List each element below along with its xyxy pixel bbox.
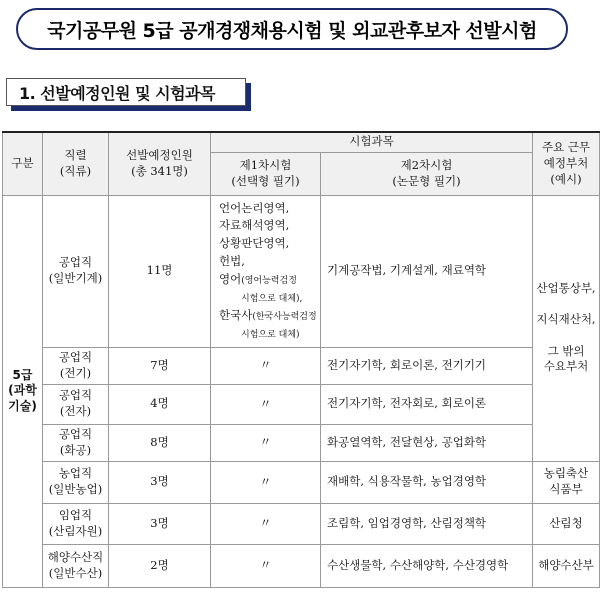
ditto-cell: 〃: [211, 347, 321, 384]
table-row: [3, 461, 600, 503]
quota-cell: 3명: [109, 461, 211, 503]
dept-cell: 농림축산 식품부: [533, 461, 600, 503]
document-title: [16, 8, 568, 50]
dept-cell: 산림청: [533, 503, 600, 544]
job-cell: 공업직 (일반기계): [43, 195, 109, 347]
second-exam-subjects: 조림학, 임업경영학, 산림정책학: [321, 503, 533, 544]
header-quota: 선발예정인원 (총 341명): [109, 132, 211, 195]
section-heading: [6, 78, 246, 106]
dept-cell: 산업통상부, 지식재산처, 그 밖의 수요부처: [533, 195, 600, 461]
section-heading-text: 1. 선발예정인원 및 시험과목: [19, 83, 215, 103]
dept-cell: 해양수산부: [533, 544, 600, 587]
second-exam-subjects: 전기자기학, 회로이론, 전기기기: [321, 347, 533, 384]
ditto-cell: 〃: [211, 503, 321, 544]
header-jikryeol: 직렬 (직류): [43, 132, 109, 195]
ditto-cell: 〃: [211, 544, 321, 587]
job-cell: 해양수산직 (일반수산): [43, 544, 109, 587]
table-row: [3, 195, 600, 347]
header-gubun: 구분: [3, 132, 43, 195]
second-exam-subjects: 재배학, 식용작물학, 농업경영학: [321, 461, 533, 503]
quota-cell: 4명: [109, 384, 211, 424]
table-row: [3, 347, 600, 384]
job-cell: 공업직 (화공): [43, 424, 109, 461]
table-row: [3, 544, 600, 587]
second-exam-subjects: 전기자기학, 전자회로, 회로이론: [321, 384, 533, 424]
document-title-text: 국기공무원 5급 공개경쟁채용시험 및 외교관후보자 선발시험: [47, 19, 537, 42]
second-exam-subjects: 수산생물학, 수산해양학, 수산경영학: [321, 544, 533, 587]
header-dept: 주요 근무 예정부처 (예시): [533, 132, 600, 195]
grade-cell: 5급 (과학 기술): [3, 195, 43, 587]
job-cell: 임업직 (산림자원): [43, 503, 109, 544]
header-second-exam: 제2차시험 (논문형 필기): [321, 152, 533, 195]
second-exam-subjects: 화공열역학, 전달현상, 공업화학: [321, 424, 533, 461]
job-cell: 농업직 (일반농업): [43, 461, 109, 503]
quota-cell: 11명: [109, 195, 211, 347]
header-subjects: 시험과목: [211, 132, 533, 152]
second-exam-subjects: 기계공작법, 기계설계, 재료역학: [321, 195, 533, 347]
first-exam-subjects: 언어논리영역, 자료해석영역, 상황판단영역, 헌법, 영어(영어능력검정 시험으로 대체), 한국사(한국사능력검정 시험으로 대체): [211, 195, 321, 347]
quota-cell: 2명: [109, 544, 211, 587]
quota-cell: 7명: [109, 347, 211, 384]
ditto-cell: 〃: [211, 424, 321, 461]
table-row: [3, 503, 600, 544]
table-row: [3, 424, 600, 461]
quota-cell: 8명: [109, 424, 211, 461]
exam-table: [2, 131, 600, 588]
header-first-exam: 제1차시험 (선택형 필기): [211, 152, 321, 195]
job-cell: 공업직 (전자): [43, 384, 109, 424]
ditto-cell: 〃: [211, 461, 321, 503]
ditto-cell: 〃: [211, 384, 321, 424]
job-cell: 공업직 (전기): [43, 347, 109, 384]
quota-cell: 3명: [109, 503, 211, 544]
table-row: [3, 384, 600, 424]
